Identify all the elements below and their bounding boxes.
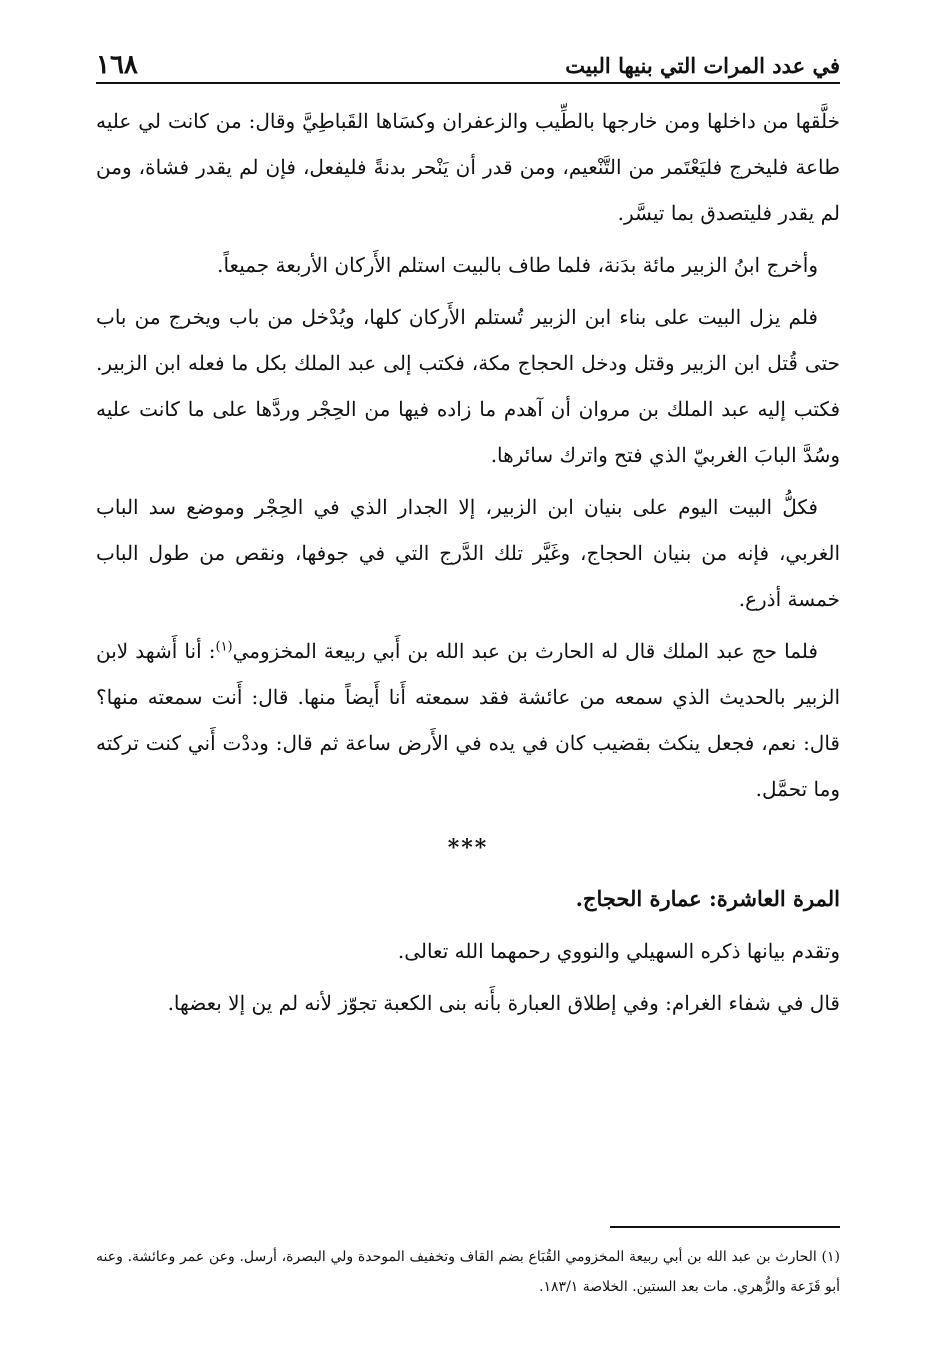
paragraph-5-end: : أنا أَشهد لابن الزبير بالحديث الذي سمعه من عائشة فقد سمعته أَنا أَيضاً منها. قال: أَنت سمعته منها؟ قال: نعم، فجعل ينكث بقضيب كان في يده في الأَرض ساعة ثم قال: وددْت أَني كنت تركته وما تحمَّل.	[96, 639, 840, 801]
paragraph-6: وتقدم بيانها ذكره السهيلي والنووي رحمهما الله تعالى.	[397, 939, 840, 963]
paragraph-1: خلَّقها من داخلها ومن خارجها بالطِّيب والزعفران وكسَاها القَباطِيَّ وقال: من كانت لي عليه طاعة فليخرج فليَعْتَمر من التَّنْعيم، ومن قدر أن يَنْحر بدنةً فليفعل، فإن لم يقدر فشاة، ومن لم يقدر فليتصدق بما تيسَّر.	[96, 109, 840, 225]
page-number: ١٦٨	[96, 50, 138, 80]
book-page	[96, 38, 840, 1328]
paragraph-7: قال في شفاء الغرام: وفي إطلاق العبارة بأَنه بنى الكعبة تجوّز لأنه لم ين إلا بعضها.	[167, 991, 840, 1015]
section-heading: المرة العاشرة: عمارة الحجاج.	[575, 886, 840, 911]
paragraph-2: وأخرج ابنُ الزبير مائة بدَنة، فلما طاف بالبيت استلم الأَركان الأربعة جميعاً.	[217, 253, 818, 277]
paragraph-4: فكلُّ البيت اليوم على بنيان ابن الزبير، إلا الجدار الذي في الحِجْر وموضع سد الباب الغربي، فإنه من بنيان الحجاج، وغَيَّر تلك الدَّرج التي في جوفها، ونقص من طول الباب خمسة أذرع.	[96, 495, 840, 611]
footnote: (١) الحارث بن عبد الله بن أبي ربيعة المخزومي القُبَاع بضم القاف وتخفيف الموحدة ولي البصرة، أرسل. وعن عمر وعائشة. وعنه أبو قَزَعة والزُّهري. مات بعد الستين. الخلاصة ١٨٣/١.	[96, 1249, 840, 1295]
section-separator: ***	[447, 835, 489, 861]
page-header	[96, 38, 840, 84]
paragraph-5	[96, 628, 840, 812]
main-text	[96, 98, 840, 1026]
running-title: في عدد المرات التي بنيها البيت	[565, 53, 840, 78]
paragraph-3: فلم يزل البيت على بناء ابن الزبير تُستلم الأَركان كلها، ويُدْخل من باب ويخرج من باب حتى قُتل ابن الزبير وقتل ودخل الحجاج مكة، فكتب إلى عبد الملك بكل ما فعله ابن الزبير. فكتب إليه عبد الملك بن مروان أن آهدم ما زاده فيها من الحِجْر وردَّها على ما كانت عليه وسُدَّ البابَ الغربيّ الذي فتح واترك سائرها.	[96, 305, 840, 467]
footnote-divider	[610, 1226, 840, 1228]
footnote-reference[interactable]: (١)	[215, 639, 233, 655]
paragraph-5-start: فلما حج عبد الملك قال له الحارث بن عبد الله بن أَبي ربيعة المخزومي	[232, 639, 818, 663]
